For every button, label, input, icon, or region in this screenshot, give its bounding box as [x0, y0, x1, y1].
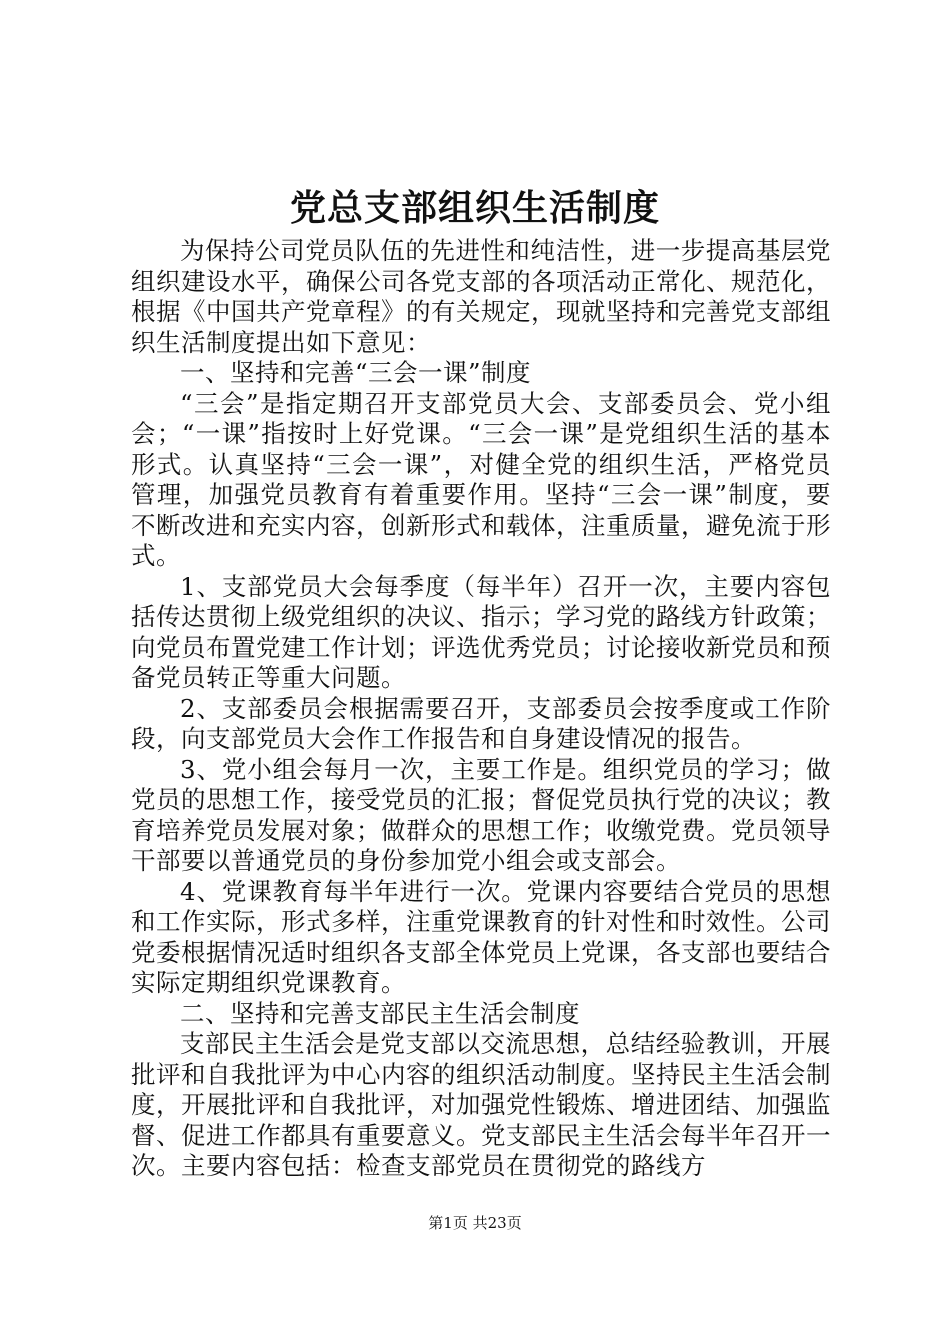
paragraph-intro: 为保持公司党员队伍的先进性和纯洁性，进一步提高基层党组织建设水平，确保公司各党支部的各项活动正常化、规范化，根据《中国共产党章程》的有关规定，现就坚持和完善党支部组织生活制度提出如下意见： [131, 236, 831, 357]
paragraph-item-3: 3、党小组会每月一次，主要工作是。组织党员的学习；做党员的思想工作，接受党员的汇报；督促党员执行党的决议；教育培养党员发展对象；做群众的思想工作；收缴党费。党员领导干部要以普通党员的身份参加党小组会或支部会。 [131, 754, 831, 875]
paragraph-democratic-life: 支部民主生活会是党支部以交流思想，总结经验教训，开展批评和自我批评为中心内容的组织活动制度。坚持民主生活会制度，开展批评和自我批评，对加强党性锻炼、增进团结、加强监督、促进工作都具有重要意义。党支部民主生活会每半年召开一次。主要内容包括：检查支部党员在贯彻党的路线方 [131, 1029, 831, 1180]
paragraph-item-2: 2、支部委员会根据需要召开，支部委员会按季度或工作阶段，向支部党员大会作工作报告和自身建设情况的报告。 [131, 693, 831, 753]
section-heading-1: 一、坚持和完善“三会一课”制度 [180, 358, 532, 387]
section-heading-2: 二、坚持和完善支部民主生活会制度 [180, 998, 580, 1028]
paragraph-three-meetings: “三会”是指定期召开支部党员大会、支部委员会、党小组会；“一课”指按时上好党课。“三会一课”是党组织生活的基本形式。认真坚持“三会一课”，对健全党的组织生活，严格党员管理，加强党员教育有着重要作用。坚持“三会一课”制度，要不断改进和充实内容，创新形式和载体，注重质量，避免流于形式。 [131, 388, 831, 570]
page-footer: 第1页 共23页 [428, 1214, 522, 1232]
paragraph-item-4: 4、党课教育每半年进行一次。党课内容要结合党员的思想和工作实际，形式多样，注重党课教育的针对性和时效性。公司党委根据情况适时组织各支部全体党员上党课，各支部也要结合实际定期组织党课教育。 [131, 876, 831, 997]
paragraph-item-1: 1、支部党员大会每季度（每半年）召开一次，主要内容包括传达贯彻上级党组织的决议、指示；学习党的路线方针政策；向党员布置党建工作计划；评选优秀党员；讨论接收新党员和预备党员转正等重大问题。 [131, 571, 831, 692]
document-title: 党总支部组织生活制度 [289, 187, 660, 229]
document-body [131, 236, 831, 1182]
